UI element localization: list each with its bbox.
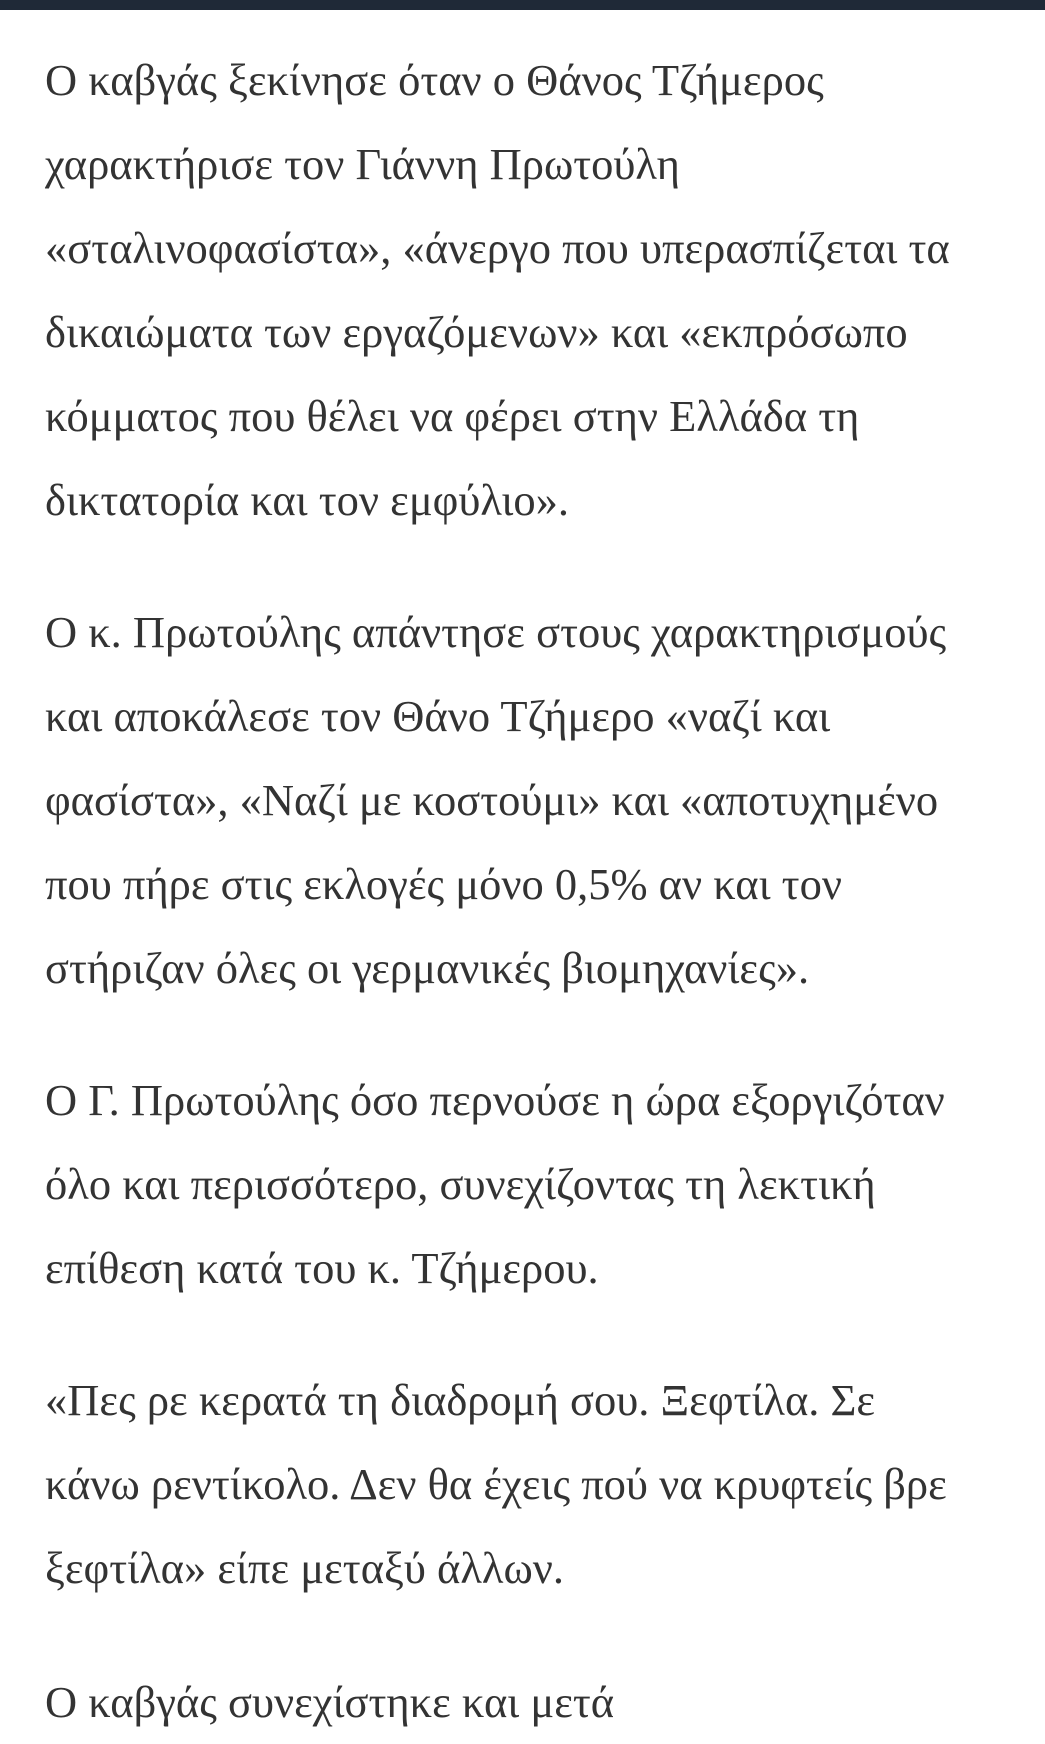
paragraph-line: «Πες ρε κερατά τη διαδρομή σου. Ξεφτίλα. Σε [45,1375,876,1425]
article-paragraph-1 [45,38,1030,542]
paragraph-line: όλο και περισσότερο, συνεχίζοντας τη λεκτική [45,1159,876,1209]
paragraph-line: «σταλινοφασίστα», «άνεργο που υπερασπίζεται τα [45,223,950,273]
paragraph-line: ξεφτίλα» είπε μεταξύ άλλων. [45,1543,565,1593]
article-paragraph-2 [45,590,1030,1010]
paragraph-line: κάνω ρεντίκολο. Δεν θα έχεις πού να κρυφτείς βρε [45,1459,947,1509]
top-bar [0,0,1045,10]
paragraph-line: Ο Γ. Πρωτούλης όσο περνούσε η ώρα εξοργιζόταν [45,1075,945,1125]
paragraph-line: που πήρε στις εκλογές μόνο 0,5% αν και τον [45,859,842,909]
paragraph-line: φασίστα», «Ναζί με κοστούμι» και «αποτυχημένο [45,775,939,825]
paragraph-line: Ο καβγάς ξεκίνησε όταν ο Θάνος Τζήμερος [45,55,824,105]
paragraph-line: κόμματος που θέλει να φέρει στην Ελλάδα τη [45,391,860,441]
article-body [45,38,1030,1658]
paragraph-line: Ο κ. Πρωτούλης απάντησε στους χαρακτηρισμούς [45,607,947,657]
paragraph-line: δικτατορία και τον εμφύλιο». [45,475,570,525]
article-paragraph-5-partial [45,1660,1030,1727]
paragraph-line: επίθεση κατά του κ. Τζήμερου. [45,1243,599,1293]
paragraph-line: στήριζαν όλες οι γερμανικές βιομηχανίες». [45,943,810,993]
article-paragraph-4 [45,1358,1030,1610]
paragraph-line: δικαιώματα των εργαζόμενων» και «εκπρόσωπο [45,307,908,357]
paragraph-line: Ο καβγάς συνεχίστηκε και μετά [45,1677,615,1727]
paragraph-line: χαρακτήρισε τον Γιάννη Πρωτούλη [45,139,680,189]
paragraph-line: και αποκάλεσε τον Θάνο Τζήμερο «ναζί και [45,691,831,741]
article-paragraph-3 [45,1058,1030,1310]
